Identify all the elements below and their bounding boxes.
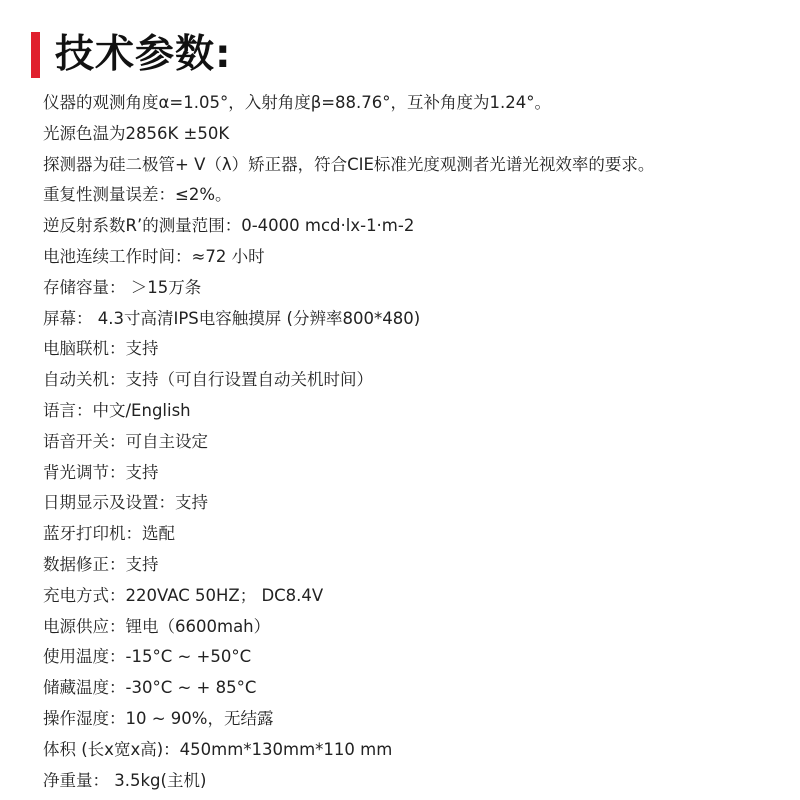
spec-item: 储藏温度：-30°C ~ + 85°C: [43, 678, 257, 698]
spec-item: 光源色温为2856K ±50K: [43, 123, 230, 143]
spec-item: 体积 (长x宽x高)：450mm*130mm*110 mm: [43, 739, 393, 759]
spec-item: 蓝牙打印机：选配: [43, 524, 175, 544]
spec-item: 语音开关：可自主设定: [43, 431, 208, 451]
section-header: [31, 30, 232, 80]
spec-item: 充电方式：220VAC 50HZ； DC8.4V: [43, 585, 324, 605]
spec-item: 数据修正：支持: [43, 554, 159, 574]
accent-bar: [31, 32, 40, 78]
spec-item: 语言：中文/English: [43, 400, 191, 420]
spec-item: 存储容量： ＞15万条: [43, 277, 202, 297]
spec-list: [43, 88, 654, 796]
spec-item: 逆反射系数R’的测量范围：0-4000 mcd·lx-1·m-2: [43, 216, 415, 236]
spec-item: 探测器为硅二极管+ V（λ）矫正器，符合CIE标准光度观测者光谱光视效率的要求。: [43, 154, 655, 174]
spec-item: 电脑联机：支持: [43, 339, 159, 359]
page-title: 技术参数:: [55, 32, 232, 77]
spec-item: 操作湿度：10 ~ 90%，无结露: [43, 708, 274, 728]
spec-item: 重复性测量误差：≤2%。: [43, 185, 232, 205]
spec-item: 自动关机：支持（可自行设置自动关机时间）: [43, 370, 373, 390]
spec-item: 电池连续工作时间：≈72 小时: [43, 246, 265, 266]
spec-item: 使用温度：-15°C ~ +50°C: [43, 647, 252, 667]
spec-item: 屏幕： 4.3寸高清IPS电容触摸屏 (分辨率800*480): [43, 308, 421, 328]
spec-item: 仪器的观测角度α=1.05°，入射角度β=88.76°，互补角度为1.24°。: [43, 93, 552, 112]
spec-item: 日期显示及设置：支持: [43, 493, 208, 513]
spec-item: 电源供应：锂电（6600mah）: [43, 616, 271, 636]
spec-item: 背光调节：支持: [43, 462, 159, 482]
spec-item: 净重量： 3.5kg(主机): [43, 770, 207, 790]
